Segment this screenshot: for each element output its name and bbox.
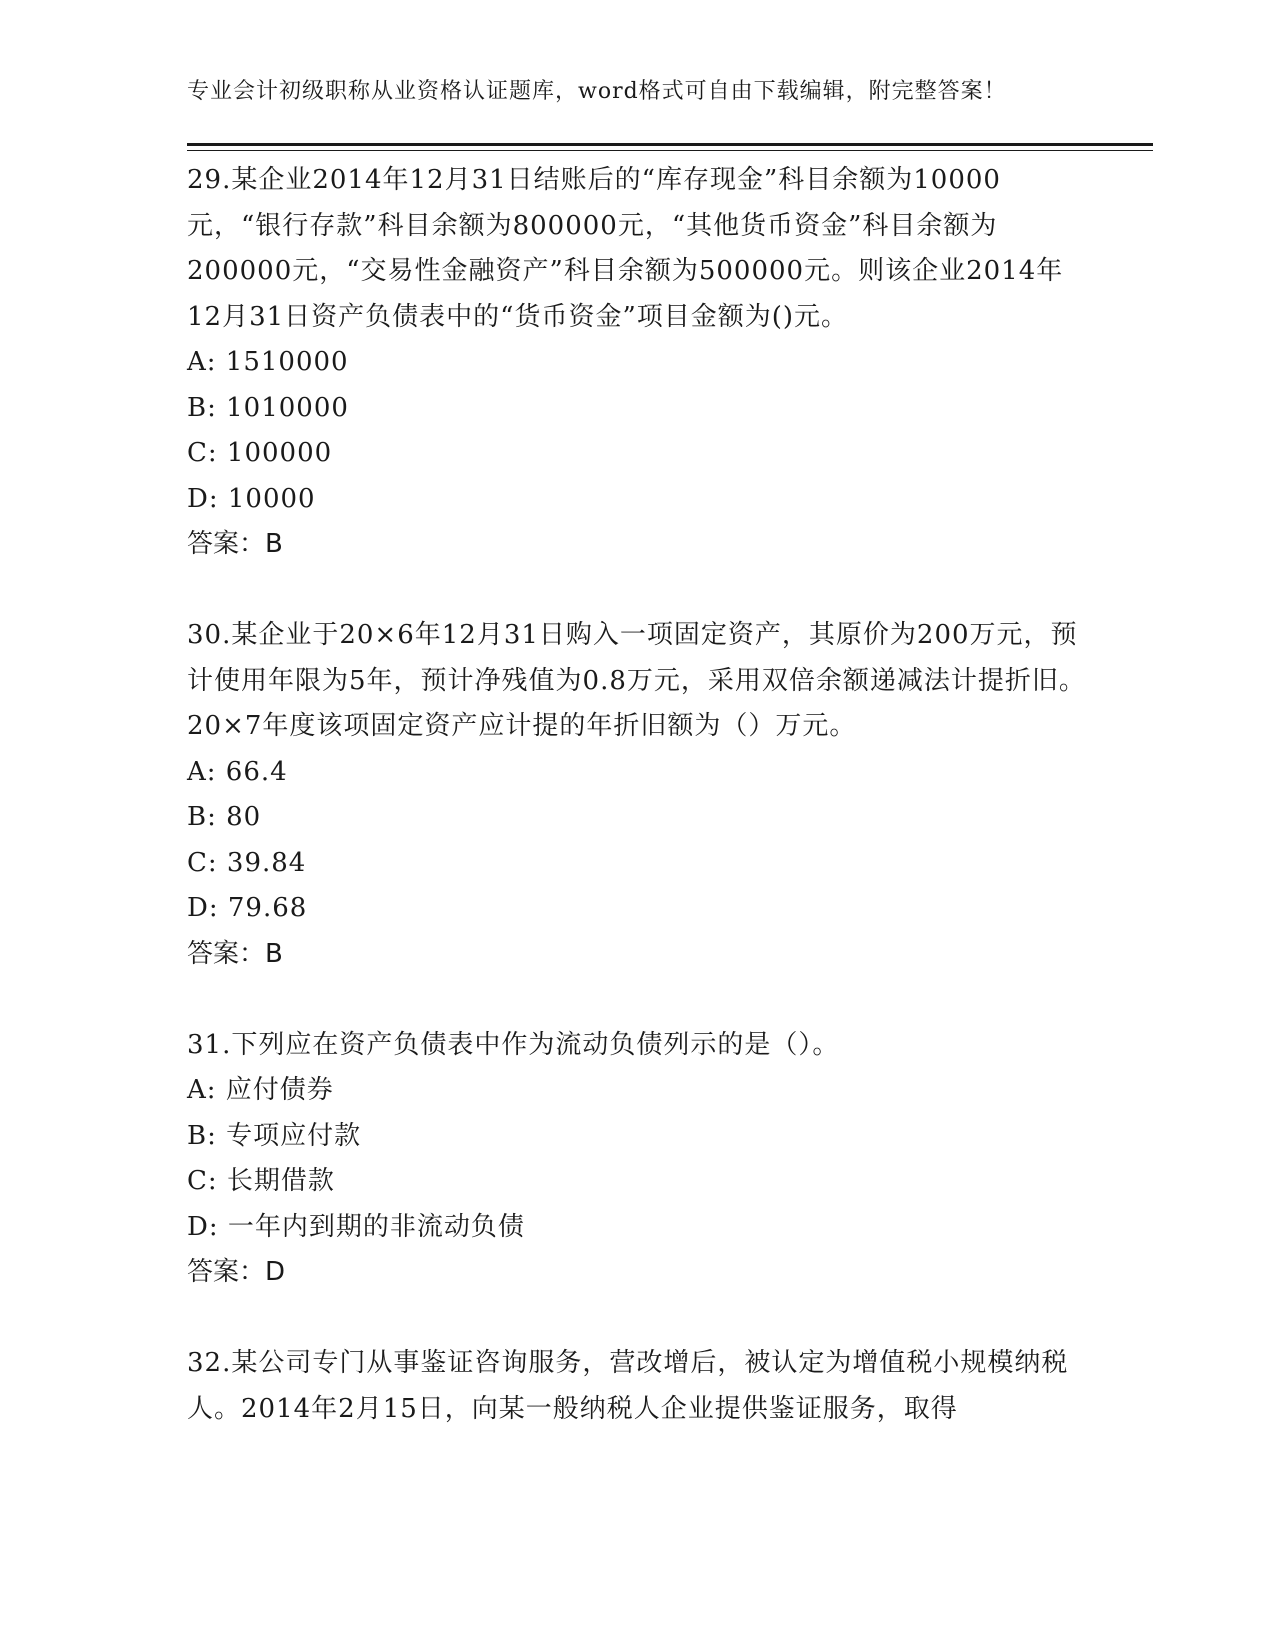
question-stem: 31.下列应在资产负债表中作为流动负债列示的是（）。 <box>187 1029 840 1060</box>
question-spacer <box>187 568 1087 614</box>
question-30 <box>187 613 1087 977</box>
question-32 <box>187 1341 1087 1432</box>
question-spacer <box>187 977 1087 1023</box>
option-d: D: 一年内到期的非流动负债 <box>187 1211 525 1242</box>
option-b: B: 80 <box>187 802 262 832</box>
option-c: C: 长期借款 <box>187 1166 335 1196</box>
option-b: B: 专项应付款 <box>187 1120 362 1151</box>
header-rule-thin <box>187 150 1153 151</box>
option-c: C: 39.84 <box>187 847 307 878</box>
question-list <box>187 158 1087 1432</box>
option-a: A: 应付债券 <box>187 1075 334 1105</box>
option-c: C: 100000 <box>187 438 333 468</box>
option-b: B: 1010000 <box>187 392 349 423</box>
option-d: D: 10000 <box>187 483 316 514</box>
option-a: A: 1510000 <box>187 347 349 377</box>
question-stem: 32.某公司专门从事鉴证咨询服务，营改增后，被认定为增值税小规模纳税人。2014年2月15日，向某一般纳税人企业提供鉴证服务，取得 <box>187 1348 1069 1424</box>
option-d: D: 79.68 <box>187 893 308 923</box>
question-spacer <box>187 1296 1087 1342</box>
header-rule-thick <box>187 143 1153 146</box>
page-header: 专业会计初级职称从业资格认证题库，word格式可自由下载编辑，附完整答案！ <box>187 79 1007 104</box>
question-31 <box>187 1023 1087 1296</box>
answer-label: 答案：B <box>187 529 283 559</box>
question-stem: 30.某企业于20×6年12月31日购入一项固定资产，其原价为200万元，预计使用年限为5年，预计净残值为0.8万元，采用双倍余额递减法计提折旧。20×7年度该项固定资产应计提的年折旧额为（）万元。 <box>187 620 1086 741</box>
question-stem: 29.某企业2014年12月31日结账后的“库存现金”科目余额为10000元，“银行存款”科目余额为800000元，“其他货币资金”科目余额为200000元，“交易性金融资产”科目余额为500000元。则该企业2014年12月31日资产负债表中的“货币资金”项目金额为()元。 <box>187 165 1064 332</box>
answer-label: 答案：D <box>187 1257 286 1287</box>
question-29 <box>187 158 1087 568</box>
option-a: A: 66.4 <box>187 756 288 787</box>
answer-label: 答案：B <box>187 938 283 969</box>
